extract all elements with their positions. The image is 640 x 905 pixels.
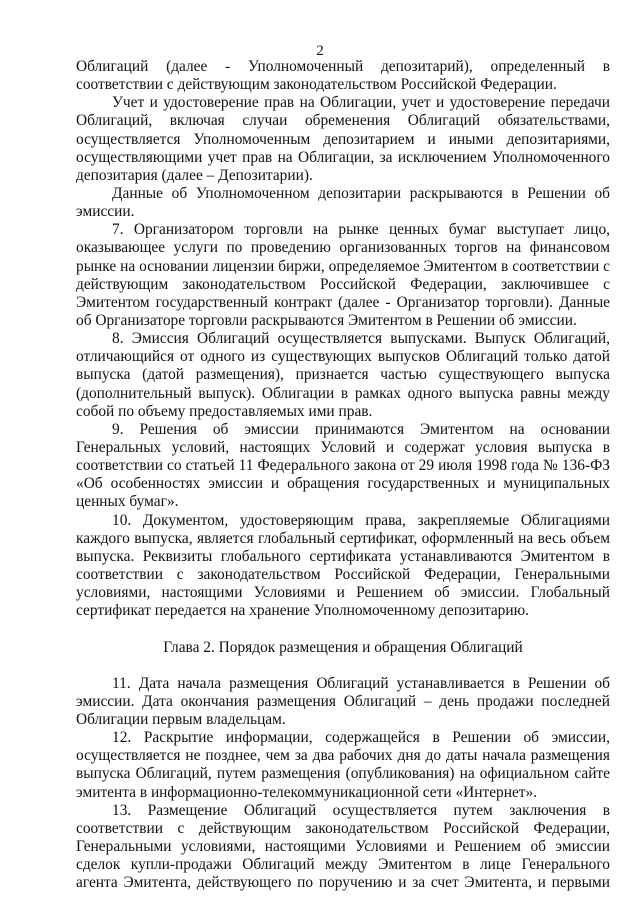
- paragraphs-chapter-1: [76, 58, 610, 620]
- text-line: ценных бумаг».: [76, 493, 179, 511]
- text-line: Генеральными условиями, настоящими Условиями и Решением об эмиссии: [76, 838, 610, 856]
- page-number: 2: [316, 43, 324, 59]
- text-line: соответствии с действующим законодательством Российской Федерации,: [76, 819, 610, 837]
- text-line: соответствии со статьей 11 Федерального закона от 29 июля 1998 года № 136-ФЗ: [76, 457, 610, 475]
- text-line: (дополнительный выпуск). Облигации в рамках одного выпуска равны между: [76, 384, 610, 402]
- text-line: осуществляющими учет прав на Облигации, за исключением Уполномоченного: [76, 148, 610, 166]
- text-line: агента Эмитента, действующего по поручению и за счет Эмитента, и первыми: [76, 874, 610, 892]
- text-line: об Организаторе торговли раскрываются Эмитентом в Решении об эмиссии.: [76, 311, 577, 329]
- text-line: рынке на основании лицензии биржи, определяемое Эмитентом в соответствии с: [76, 257, 610, 275]
- text-line: 8. Эмиссия Облигаций осуществляется выпусками. Выпуск Облигаций,: [112, 330, 610, 348]
- text-line: осуществляется не позднее, чем за два рабочих дня до даты начала размещения: [76, 747, 610, 765]
- text-line: Облигации первым владельцам.: [76, 711, 286, 729]
- text-line: соответствии с законодательством Российской Федерации, Генеральными: [76, 565, 610, 583]
- text-line: соответствии с действующим законодательством Российской Федерации.: [76, 76, 557, 94]
- text-line: выпуска Облигаций, путем размещения (опубликования) на официальном сайте: [76, 765, 610, 783]
- text-line: 12. Раскрытие информации, содержащейся в Решении об эмиссии,: [112, 729, 610, 747]
- text-line: каждого выпуска, является глобальный сертификат, оформленный на весь объем: [76, 529, 610, 547]
- text-line: 7. Организатором торговли на рынке ценных бумаг выступает лицо,: [112, 221, 610, 239]
- text-line: оказывающее услуги по проведению организованных торгов на финансовом: [76, 239, 610, 257]
- text-line: условиями, настоящими Условиями и Решением об эмиссии. Глобальный: [76, 584, 610, 602]
- text-line: Облигаций, включая случаи обременения Облигаций обязательствами,: [76, 112, 610, 130]
- text-line: отличающийся от одного из существующих выпусков Облигаций только датой: [76, 348, 610, 366]
- text-line: выпуска. Реквизиты глобального сертификата устанавливаются Эмитентом в: [76, 547, 610, 565]
- text-line: сделок купли-продажи Облигаций между Эмитентом в лице Генерального: [76, 856, 610, 874]
- text-line: эмиссии.: [76, 203, 135, 221]
- text-line: 11. Дата начала размещения Облигаций устанавливается в Решении об: [112, 674, 610, 692]
- text-line: Генеральных условий, настоящих Условий и содержат условия выпуска в: [76, 438, 610, 456]
- text-line: эмитента в информационно-телекоммуникационной сети «Интернет».: [76, 783, 538, 801]
- text-line: сертификат передается на хранение Уполномоченному депозитарию.: [76, 602, 529, 620]
- text-line: 13. Размещение Облигаций осуществляется путем заключения в: [112, 801, 610, 819]
- text-line: депозитария (далее – Депозитарии).: [76, 166, 313, 184]
- spacer: [76, 620, 610, 638]
- text-line: 10. Документом, удостоверяющим права, закрепляемые Облигациями: [112, 511, 610, 529]
- paragraphs-chapter-2: [76, 675, 610, 893]
- text-line: осуществляется Уполномоченным депозитарием и иными депозитариями,: [76, 130, 610, 148]
- text-line: эмиссии. Дата окончания размещения Облигаций – день продажи последней: [76, 692, 610, 710]
- text-line: Эмитентом государственный контракт (далее - Организатор торговли). Данные: [76, 293, 610, 311]
- text-line: Учет и удостоверение прав на Облигации, учет и удостоверение передачи: [112, 94, 610, 112]
- chapter-heading: Глава 2. Порядок размещения и обращения Облигаций: [163, 638, 523, 656]
- text-line: 9. Решения об эмиссии принимаются Эмитентом на основании: [112, 420, 610, 438]
- spacer: [76, 657, 610, 675]
- text-line: собой по объему предоставляемых ими прав.: [76, 402, 373, 420]
- text-line: Облигаций (далее - Уполномоченный депозитарий), определенный в: [76, 58, 610, 75]
- document-body: [76, 58, 610, 892]
- text-line: «Об особенностях эмиссии и обращения государственных и муниципальных: [76, 475, 610, 493]
- text-line: действующим законодательством Российской Федерации, заключившее с: [76, 275, 610, 293]
- text-line: Данные об Уполномоченном депозитарии раскрываются в Решении об: [112, 184, 610, 202]
- text-line: выпуска (датой размещения), признается частью существующего выпуска: [76, 366, 610, 384]
